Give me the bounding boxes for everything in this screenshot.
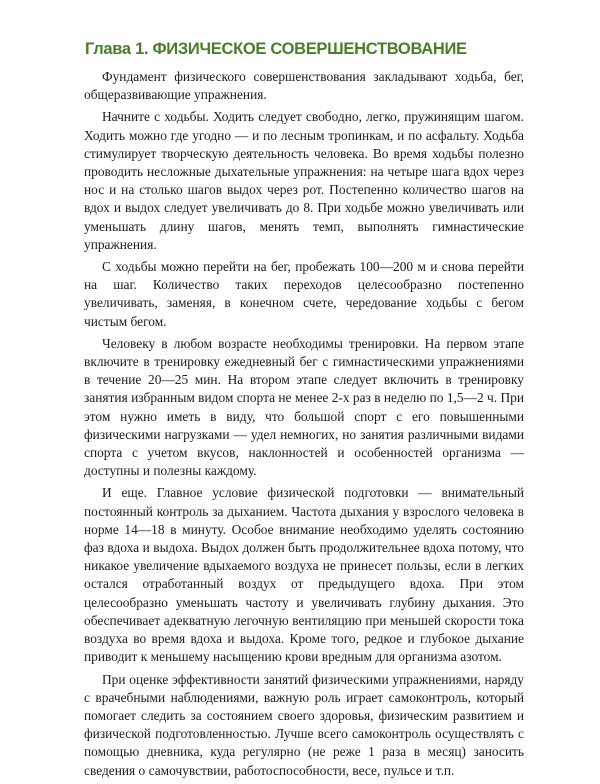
paragraph-training: Человеку в любом возрасте необходимы тренировки. На первом этапе включите в тренировку ежедневный бег с гимнастическими упражнениями в течение 20—25 мин. На втором этапе следует включить в тренировку занятия избранным видом спорта не менее 2-х раз в неделю по 1,5—2 ч. При этом нужно иметь в виду, что большой спорт с его повышенными физическими нагрузками — удел немногих, но занятия различными видами спорта с учетом вкусов, наклонностей и особенностей организма — доступны и полезны каждому.: [84, 335, 524, 479]
paragraph-running: С ходьбы можно перейти на бег, пробежать 100—200 м и снова перейти на шаг. Количество таких переходов целесообразно постепенно увеличивать, заменяя, в конечном счете, чередование ходьбы с бегом чистым бегом.: [84, 259, 524, 329]
chapter-title: Глава 1. ФИЗИЧЕСКОЕ СОВЕРШЕНСТВОВАНИЕ: [85, 40, 467, 58]
paragraph-self-control: При оценке эффективности занятий физическими упражнениями, наряду с врачебными наблюдениями, важную роль играет самоконтроль, который помогает следить за состоянием своего здоровья, физическим развитием и физической подготовленностью. Лучше всего самоконтроль осуществлять с помощью дневника, куда регулярно (не реже 1 раза в месяц) заносить сведения о самочувствии, работоспособности, весе, пульсе и т.п.: [84, 671, 524, 778]
paragraph-breathing: И еще. Главное условие физической подготовки — внимательный постоянный контроль за дыханием. Частота дыхания у взрослого человека в норме 14—18 в минуту. Особое внимание необходимо уделять состоянию фаз вдоха и выдоха. Выдох должен быть продолжительнее вдоха потому, что никакое увеличение вдыхаемого воздуха не принесет пользы, если в легких остался отработанный воздух от предыдущего вдоха. При этом целесообразно уменьшать частоту и увеличивать глубину дыхания. Это обеспечивает адекватную легочную вентиляцию при меньшей скорости тока воздуха во время вдоха и выдоха. Кроме того, редкое и глубокое дыхание приводит к меньшему насыщению крови вредным для организма азотом.: [84, 485, 524, 665]
paragraph-foundation: Фундамент физического совершенствования закладывают ходьба, бег, общеразвивающие упражнения.: [84, 69, 524, 103]
body-text: [84, 68, 524, 784]
paragraph-walking: Начните с ходьбы. Ходить следует свободно, легко, пружинящим шагом. Ходить можно где угодно — и по лесным тропинкам, и по асфальту. Ходьба стимулирует творческую деятельность человека. Во время ходьбы полезно проводить несложные дыхательные упражнения: на четыре шага вдох через нос и на столько шагов выдох через рот. Постепенно количество шагов на вдох и выдох следует увеличивать до 8. При ходьбе можно увеличивать или уменьшать длину шагов, менять темп, выполнять гимнастические упражнения.: [84, 109, 524, 252]
